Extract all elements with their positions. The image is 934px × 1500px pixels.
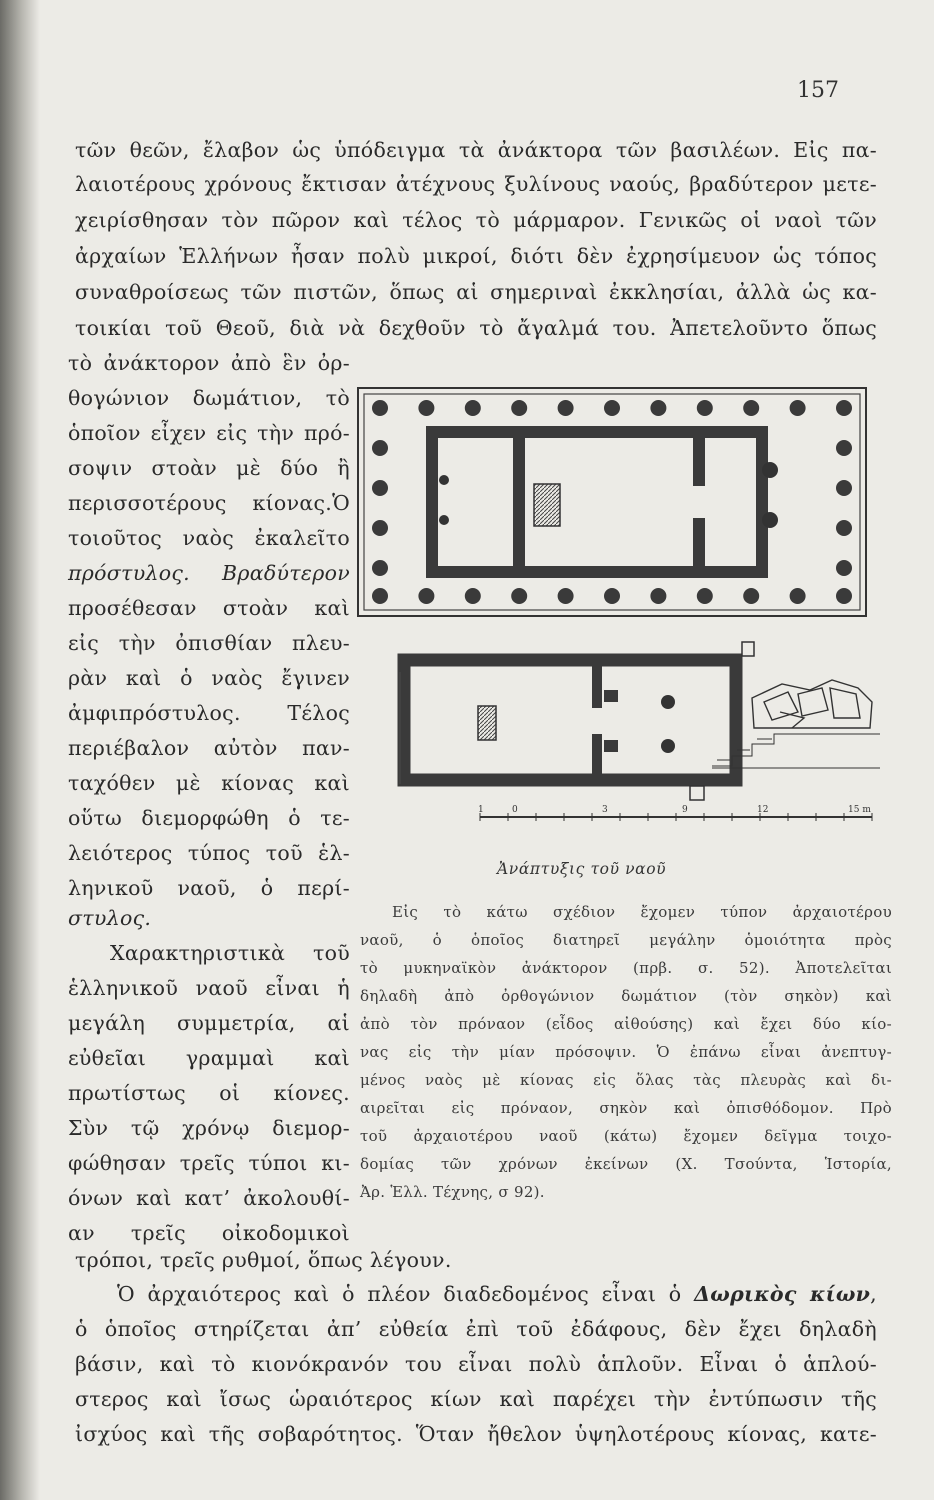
peristyle-column — [790, 588, 806, 604]
text-line: αν τρεῖς οἰκοδομικοὶ — [68, 1221, 350, 1245]
scale-label: 0 — [512, 805, 518, 815]
opisthodomos-wall-bottom — [693, 518, 705, 566]
text-line: τρόποι, τρεῖς ρυθμοί, ὅπως λέγουν. — [75, 1248, 452, 1272]
text-line: ὁποῖον εἶχεν εἰς τὴν πρό- — [68, 421, 350, 445]
caption-line: ναοῦ, ὁ ὁποῖος διατηρεῖ μεγάλην ὁμοιότητα πρὸς — [360, 931, 892, 949]
text-line: Σὺν τῷ χρόνῳ διεμορ- — [68, 1116, 350, 1140]
caption-line: τὸ μυκηναϊκὸν ἀνάκτορον (πρβ. σ. 52). Ἀποτελεῖται — [360, 959, 892, 977]
peristyle-column — [836, 520, 852, 536]
caption-line: Εἰς τὸ κάτω σχέδιον ἔχομεν τύπον ἀρχαιοτέρου — [392, 903, 892, 921]
scale-label: 9 — [682, 805, 688, 815]
peristyle-column — [650, 400, 666, 416]
older-temple-cross-wall — [592, 734, 602, 774]
text-line: στερος καὶ ἴσως ὡραιότερος κίων καὶ παρέχει τὴν ἐντύπωσιν τῆς — [75, 1387, 877, 1411]
masonry-sample — [752, 680, 872, 728]
text-line: ἰσχύος καὶ τῆς σοβαρότητος. Ὅταν ἤθελον ὑψηλοτέρους κίονας, κατε- — [75, 1422, 877, 1446]
peristyle-column — [372, 440, 388, 456]
opisthodomos-wall-top — [693, 438, 705, 486]
peristyle-column — [743, 588, 759, 604]
text-line: λειότερος τύπος τοῦ ἑλ- — [68, 841, 350, 865]
text-line: σοψιν στοὰν μὲ δύο ἢ — [68, 456, 350, 480]
text-line — [75, 1282, 877, 1306]
peristyle-column — [836, 480, 852, 496]
text-line: ἀμφιπρόστυλος. Τέλος — [68, 701, 350, 725]
statue-base — [534, 484, 560, 526]
text-line: ταχόθεν μὲ κίονας καὶ — [68, 771, 350, 795]
text-line: ληνικοῦ ναοῦ, ὁ περί- — [68, 876, 350, 900]
text-line: ἑλληνικοῦ ναοῦ εἶναι ἡ — [68, 976, 350, 1000]
column — [439, 515, 449, 525]
text-line: όνων καὶ κατ’ ἀκολουθί- — [68, 1186, 350, 1210]
peristyle-column — [418, 400, 434, 416]
text-line: περισσοτέρους κίονας.Ὁ — [68, 491, 350, 515]
figure-caption: Ἀνάπτυξις τοῦ ναοῦ — [497, 860, 667, 878]
caption-line: μένος ναὸς μὲ κίονας εἰς ὅλας τὰς πλευρὰς καὶ δι- — [360, 1071, 892, 1089]
caption-line: δηλαδὴ ἀπὸ ὀρθογώνιον δωμάτιον (τὸν σηκὸν) καὶ — [360, 987, 892, 1005]
peristyle-column — [836, 440, 852, 456]
peristyle-column — [697, 400, 713, 416]
marker-square — [690, 786, 704, 800]
peristyle-column — [836, 400, 852, 416]
text-line: τοιοῦτος ναὸς ἐκαλεῖτο — [68, 526, 350, 550]
peristyle-column — [418, 588, 434, 604]
anta — [604, 690, 618, 702]
caption-line: αιρεῖται εἰς πρόναον, σηκὸν καὶ ὀπισθόδομον. Πρὸ — [360, 1099, 892, 1117]
peristyle-column — [372, 400, 388, 416]
comma: , — [870, 1282, 877, 1306]
peristyle-column — [465, 400, 481, 416]
text-line: τὸ ἀνάκτορον ἀπὸ ἓν ὀρ- — [68, 351, 350, 375]
text-line: πρόστυλος. Βραδύτερον — [68, 561, 350, 585]
text-run: Ὁ ἀρχαιότερος καὶ ὁ πλέον διαδεδομένος εἶναι ὁ — [117, 1282, 682, 1306]
scale-label: 3 — [602, 805, 608, 815]
marker-square — [742, 642, 754, 656]
column — [661, 739, 675, 753]
text-line: ὁ ὁποῖος στηρίζεται ἀπ’ εὐθεία ἐπὶ τοῦ ἐδάφους, δὲν ἔχει δηλαδὴ — [75, 1317, 877, 1341]
text-line: εὐθεῖαι γραμμαὶ καὶ — [68, 1046, 350, 1070]
peristyle-column — [372, 588, 388, 604]
text-line: προσέθεσαν στοὰν καὶ — [68, 596, 350, 620]
peristyle-column — [836, 560, 852, 576]
peristyle-column — [697, 588, 713, 604]
older-temple-cross-wall — [592, 666, 602, 708]
caption-line: δομίας τῶν χρόνων ἐκείνων (Χ. Τσούντα, Ἱστορία, — [360, 1155, 892, 1173]
peristyle-column — [604, 588, 620, 604]
peristyle-column — [743, 400, 759, 416]
text-line: λαιοτέρους χρόνους ἔκτισαν ἀτέχνους ξυλίνους ναούς, βραδύτερον μετε- — [75, 172, 877, 196]
cella-walls — [432, 432, 762, 572]
text-line: μεγάλη συμμετρία, αἱ — [68, 1011, 350, 1035]
text-line: χειρίσθησαν τὸν πῶρον καὶ τέλος τὸ μάρμαρον. Γενικῶς οἱ ναοὶ τῶν — [75, 208, 877, 232]
scale-label: 12 — [757, 805, 769, 815]
column — [762, 512, 778, 528]
peristyle-column — [372, 560, 388, 576]
column — [661, 695, 675, 709]
text-line: ἀρχαίων Ἑλλήνων ἦσαν πολὺ μικροί, διότι δὲν ἐχρησίμευον ὡς τόπος — [75, 244, 877, 268]
pronaos-wall — [513, 432, 525, 572]
text-line: τοικίαι τοῦ Θεοῦ, διὰ νὰ δεχθοῦν τὸ ἄγαλμά του. Ἀπετελοῦντο ὅπως — [75, 316, 877, 340]
text-line: περιέβαλον αὐτὸν παν- — [68, 736, 350, 760]
peristyle-column — [790, 400, 806, 416]
anta — [604, 740, 618, 752]
peristyle-column — [650, 588, 666, 604]
scale-label: 15 m — [848, 805, 871, 815]
peristyle-column — [558, 588, 574, 604]
text-line: θογώνιον δωμάτιον, τὸ — [68, 386, 350, 410]
text-line: Χαρακτηριστικὰ τοῦ — [110, 941, 350, 965]
peristyle-column — [372, 520, 388, 536]
peristyle-column — [511, 400, 527, 416]
text-line: βάσιν, καὶ τὸ κιονόκρανόν του εἶναι πολὺ ἁπλοῦν. Εἶναι ὁ ἁπλού- — [75, 1352, 877, 1376]
scale-bar — [478, 805, 872, 821]
caption-line: ἀπὸ τὸν πρόναον (εἶδος αἰθούσης) καὶ ἔχει δύο κίο- — [360, 1015, 892, 1033]
older-statue-base — [478, 706, 496, 740]
peristyle-column — [604, 400, 620, 416]
text-line: συναθροίσεως τῶν πιστῶν, ὅπως αἱ σημεριναὶ ἐκκλησίαι, ἀλλὰ ὡς κα- — [75, 280, 877, 304]
text-line: ρὰν καὶ ὁ ναὸς ἔγινεν — [68, 666, 350, 690]
text-line: εἰς τὴν ὀπισθίαν πλευ- — [68, 631, 350, 655]
column — [439, 475, 449, 485]
scale-label: 1 — [478, 805, 484, 815]
caption-line: Ἀρ. Ἑλλ. Τέχνης, σ 92). — [360, 1183, 545, 1201]
page-edge-shadow — [0, 0, 40, 1500]
older-temple-walls — [404, 660, 736, 780]
text-line: φώθησαν τρεῖς τύποι κι- — [68, 1151, 350, 1175]
text-line: στυλος. — [68, 906, 152, 930]
caption-line: νας εἰς τὴν μίαν πρόσοψιν. Ὁ ἐπάνω εἶναι ἀνεπτυγ- — [360, 1043, 892, 1061]
peristyle-column — [465, 588, 481, 604]
peristyle-column — [372, 480, 388, 496]
text-line: τῶν θεῶν, ἔλαβον ὡς ὑπόδειγμα τὰ ἀνάκτορα τῶν βασιλέων. Εἰς πα- — [75, 138, 877, 162]
column — [762, 462, 778, 478]
peristyle-column — [558, 400, 574, 416]
peristyle-column — [511, 588, 527, 604]
text-line: οὕτω διεμορφώθη ὁ τε- — [68, 806, 350, 830]
temple-plan-figure — [352, 368, 887, 823]
page-number: 157 — [797, 78, 839, 103]
doric-column-term: Δωρικὸς κίων — [694, 1282, 871, 1306]
text-line: πρωτίστως οἱ κίονες. — [68, 1081, 350, 1105]
caption-line: τοῦ ἀρχαιοτέρου ναοῦ (κάτω) ἔχομεν δεῖγμα τοιχο- — [360, 1127, 892, 1145]
peristyle-column — [836, 588, 852, 604]
